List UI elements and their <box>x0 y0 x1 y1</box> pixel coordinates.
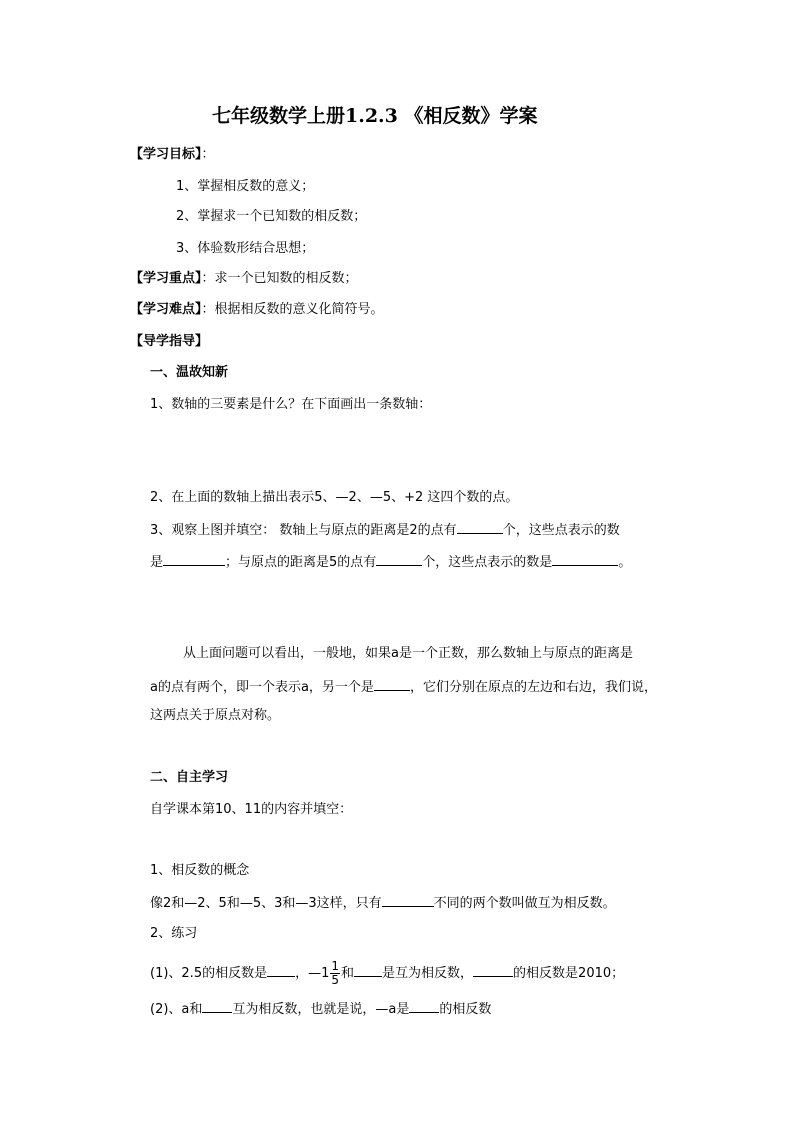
key-point-heading: 【学习重点】 <box>130 271 202 286</box>
p1-text-c: 和 <box>341 966 355 981</box>
paragraph-line-2 <box>150 677 657 697</box>
guide-heading: 【导学指导】 <box>130 334 209 349</box>
key-point-line <box>130 270 358 288</box>
answer-blank[interactable] <box>354 963 382 977</box>
q3-text-c: 是 <box>150 555 164 570</box>
objectives-heading: 【学习目标】 <box>130 147 202 162</box>
objectives-line <box>130 146 215 164</box>
paragraph-text-b: ，它们分别在原点的左边和右边，我们说， <box>409 680 657 695</box>
concept-text-a: 像2和—2、5和—5、3和—3这样，只有 <box>150 896 382 911</box>
difficulty-heading: 【学习难点】 <box>130 302 202 317</box>
answer-blank[interactable] <box>409 999 439 1013</box>
practice-heading: 2、练习 <box>150 926 198 941</box>
answer-blank[interactable] <box>374 677 410 691</box>
p2-text-c: 的相反数 <box>439 1002 492 1017</box>
paragraph-line-3: 这两点关于原点对称。 <box>150 708 281 723</box>
paragraph-line-1: 从上面问题可以看出，一般地，如果a是一个正数，那么数轴上与原点的距离是 <box>183 646 633 661</box>
fraction-numerator: 1 <box>331 959 340 973</box>
concept-text-b: 不同的两个数叫做互为相反数。 <box>433 896 616 911</box>
answer-blank[interactable] <box>202 999 232 1013</box>
answer-blank[interactable] <box>552 552 618 566</box>
review-question-2: 2、在上面的数轴上描出表示5、—2、—5、+2 这四个数的点。 <box>150 490 519 505</box>
objective-item: 1、掌握相反数的意义； <box>176 179 315 194</box>
self-study-heading: 二、自主学习 <box>150 770 229 785</box>
self-study-intro: 自学课本第10、11的内容并填空： <box>150 802 353 817</box>
p1-text-d: 是互为相反数， <box>382 966 474 981</box>
objectives-colon: ： <box>201 147 215 162</box>
answer-blank[interactable] <box>267 963 295 977</box>
q3-text-e: 个，这些点表示的数是 <box>422 555 553 570</box>
answer-blank[interactable] <box>163 552 225 566</box>
paragraph-text-a: a的点有两个，即一个表示a，另一个是 <box>150 680 374 695</box>
q3-text-a: 3、观察上图并填空： 数轴上与原点的距离是2的点有 <box>150 523 457 538</box>
review-heading: 一、温故知新 <box>150 365 229 380</box>
key-point-text: ：求一个已知数的相反数； <box>201 271 358 286</box>
answer-blank[interactable] <box>376 552 422 566</box>
p2-text-a: (2)、a和 <box>150 1002 203 1017</box>
practice-line-2 <box>150 999 491 1019</box>
answer-blank[interactable] <box>457 520 503 534</box>
review-question-1: 1、数轴的三要素是什么？在下面画出一条数轴： <box>150 397 432 412</box>
objective-item: 2、掌握求一个已知数的相反数； <box>176 209 367 224</box>
review-question-3-line-1 <box>150 520 620 540</box>
p1-text-b: ，—1 <box>295 966 330 981</box>
difficulty-line <box>130 301 384 319</box>
answer-blank[interactable] <box>473 963 513 977</box>
practice-line-1 <box>150 960 624 987</box>
p1-text-e: 的相反数是2010； <box>513 966 625 981</box>
review-question-3-line-2 <box>150 552 631 572</box>
objective-item: 3、体验数形结合思想； <box>176 241 315 256</box>
concept-heading: 1、相反数的概念 <box>150 863 250 878</box>
q3-text-f: 。 <box>618 555 632 570</box>
p2-text-b: 互为相反数，也就是说，—a是 <box>232 1002 410 1017</box>
answer-blank[interactable] <box>382 893 434 907</box>
concept-line <box>150 893 616 913</box>
page-title: 七年级数学上册1.2.3 《相反数》学案 <box>212 105 538 127</box>
p1-text-a: (1)、2.5的相反数是 <box>150 966 268 981</box>
q3-text-d: ；与原点的距离是5的点有 <box>225 555 377 570</box>
fraction-denominator: 5 <box>331 973 340 987</box>
difficulty-text: ：根据相反数的意义化简符号。 <box>201 302 384 317</box>
mixed-fraction <box>330 960 340 987</box>
q3-text-b: 个，这些点表示的数 <box>502 523 620 538</box>
